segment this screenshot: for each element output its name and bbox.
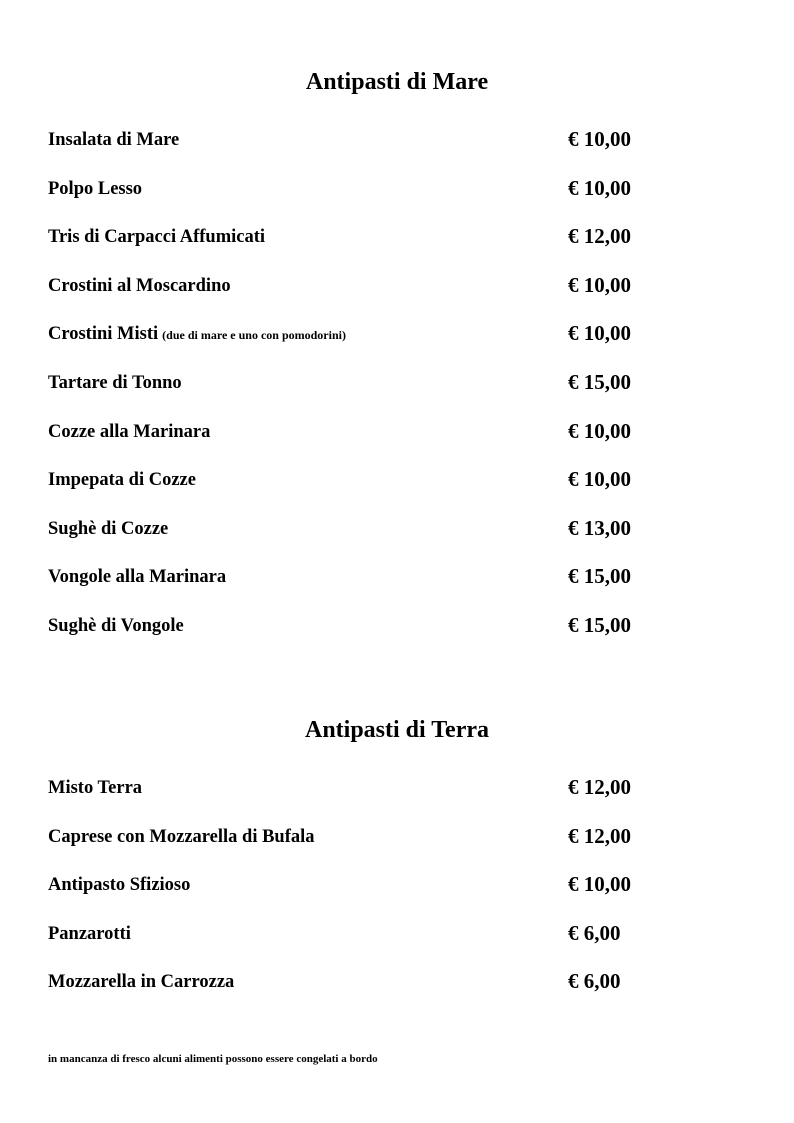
menu-item-row [48, 320, 748, 369]
menu-item-name-text: Sughè di Vongole [48, 615, 184, 636]
menu-item-price: € 10,00 [568, 321, 631, 346]
menu-item-name [48, 776, 142, 800]
menu-item-row [48, 968, 748, 1017]
menu-item-name-text: Caprese con Mozzarella di Bufala [48, 826, 315, 847]
menu-item-name [48, 565, 226, 589]
menu-item-name [48, 274, 231, 298]
menu-item-price: € 15,00 [568, 612, 631, 637]
menu-item-price: € 10,00 [568, 872, 631, 897]
menu-item-note: (due di mare e uno con pomodorini) [162, 328, 346, 343]
menu-list-mare [48, 126, 748, 661]
menu-list-terra [48, 774, 748, 1017]
menu-item-name [48, 517, 168, 541]
menu-item-price: € 12,00 [568, 823, 631, 848]
menu-item-row [48, 823, 748, 872]
menu-item-name-text: Mozzarella in Carrozza [48, 972, 235, 993]
menu-item-name-text: Polpo Lesso [48, 178, 143, 199]
menu-item-row [48, 563, 748, 612]
menu-item-row [48, 418, 748, 467]
menu-item-price: € 10,00 [568, 418, 631, 443]
menu-item-name-text: Cozze alla Marinara [48, 421, 211, 442]
menu-item-name [48, 614, 184, 638]
menu-item-price: € 10,00 [568, 467, 631, 492]
menu-item-row [48, 774, 748, 823]
menu-item-name-text: Vongole alla Marinara [48, 567, 227, 588]
menu-item-price: € 10,00 [568, 127, 631, 151]
menu-item-price: € 6,00 [568, 969, 621, 994]
menu-item-name [48, 128, 179, 152]
menu-item-price: € 12,00 [568, 775, 631, 799]
menu-item-price: € 13,00 [568, 515, 631, 540]
menu-item-name [48, 177, 142, 201]
menu-item-name-text: Insalata di Mare [48, 130, 180, 150]
menu-item-name-text: Tartare di Tonno [48, 372, 182, 393]
menu-item-name-text: Impepata di Cozze [48, 470, 196, 491]
menu-item-name [48, 922, 131, 946]
section-title-mare: Antipasti di Mare [305, 69, 489, 96]
menu-item-row [48, 515, 748, 564]
menu-item-name [48, 970, 234, 994]
menu-item-price: € 12,00 [568, 224, 631, 249]
menu-item-price: € 6,00 [568, 920, 621, 945]
menu-item-name [48, 468, 196, 492]
section-title-terra: Antipasti di Terra [304, 717, 490, 744]
menu-item-name [48, 873, 190, 897]
menu-item-name [48, 225, 265, 249]
menu-item-name-text: Sughè di Cozze [48, 518, 169, 539]
menu-item-row [48, 126, 748, 175]
menu-item-name-text: Tris di Carpacci Affumicati [48, 227, 266, 248]
menu-item-name-text: Misto Terra [48, 778, 143, 798]
menu-item-name-text: Panzarotti [48, 923, 131, 944]
menu-item-name [48, 371, 182, 395]
menu-item-name [48, 825, 315, 849]
menu-item-row [48, 466, 748, 515]
menu-item-name-text: Crostini al Moscardino [48, 275, 231, 296]
menu-item-price: € 10,00 [568, 272, 631, 297]
footnote: in mancanza di fresco alcuni alimenti possono essere congelati a bordo [48, 1053, 378, 1065]
menu-item-price: € 15,00 [568, 564, 631, 589]
menu-item-row [48, 272, 748, 321]
menu-item-name-text: Antipasto Sfizioso [48, 875, 191, 896]
menu-item-row [48, 920, 748, 969]
menu-item-row [48, 369, 748, 418]
menu-item-row [48, 223, 748, 272]
menu-item-name-text: Crostini Misti [48, 324, 159, 345]
menu-item-name [48, 420, 210, 444]
menu-item-row [48, 612, 748, 661]
menu-item-price: € 10,00 [568, 175, 631, 200]
menu-item-name [48, 322, 346, 347]
menu-item-price: € 15,00 [568, 369, 631, 394]
menu-item-row [48, 175, 748, 224]
menu-item-row [48, 871, 748, 920]
